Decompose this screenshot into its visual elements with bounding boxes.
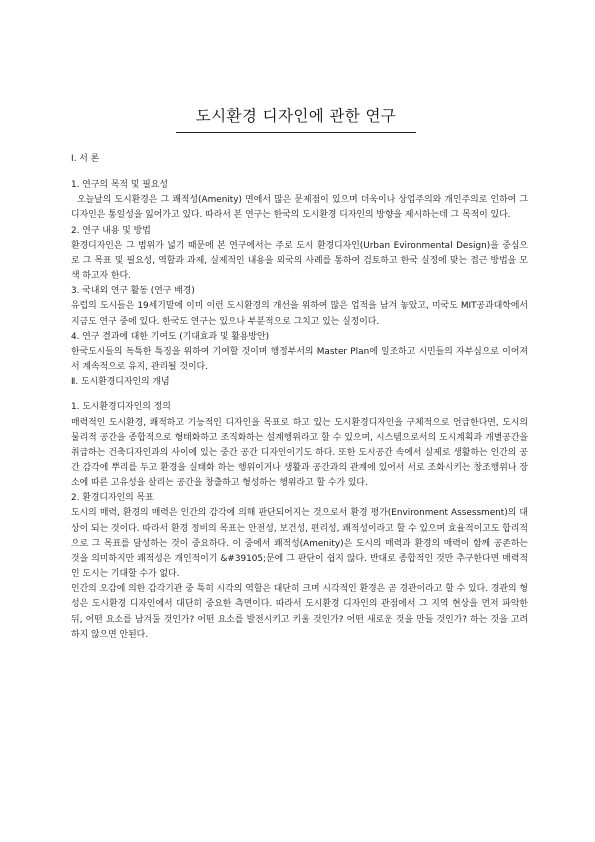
section-heading-concept: Ⅱ. 도시환경디자인의 개념 <box>71 377 170 388</box>
subsection-purpose <box>71 178 528 223</box>
subsection-goal <box>71 491 528 643</box>
subsection-background <box>71 284 528 329</box>
subsection-heading: 2. 환경디자인의 목표 <box>71 493 154 504</box>
title-block <box>176 100 416 133</box>
subsection-contribution <box>71 330 528 375</box>
paragraph: 인간의 오감에 의한 감각기관 중 특히 시각의 역할은 대단히 크며 시각적인 환경은 곧 경관이라고 할 수 있다. 경관의 형성은 도시환경 디자인에서 대단히 중요한 측면이다. 따라서 도시환경 디자인의 관점에서 그 지역 현상을 먼저 파악한 뒤, 어떤 요소를 남겨둘 것인가? 어떤 요소를 발전시키고 키울 것인가? 어떤 새로운 것을 만들 것인가? 하는 것을 고려하지 않으면 안된다. <box>71 584 528 640</box>
section-heading-introduction: Ⅰ. 서 론 <box>71 154 100 164</box>
document-title: 도시환경 디자인에 관한 연구 <box>195 107 397 125</box>
paragraph: 도시의 매력, 환경의 매력은 인간의 감각에 의해 판단되어지는 것으로서 환경 평가(Environment Assessment)의 대상이 되는 것이다. 따라서 환경 정비의 목표는 안전성, 보건성, 편리성, 쾌적성이라고 할 수 있으며 효율적이고도 합리적으로 그 목표를 달성하는 것이 중요하다. 이 중에서 쾌적성(Amenity)은 도시의 매력과 환경의 매력이 함께 공존하는 것을 의미하지만 쾌적성은 개인적이기 &#39105;문에 그 판단이 쉽지 않다. 반대로 종합적인 것만 추구한다면 매력적인 도시는 기대할 수가 없다. <box>71 508 528 580</box>
paragraph: 환경디자인은 그 범위가 넓기 때문에 본 연구에서는 주로 도시 환경디자인(Urban Evironmental Design)을 중심으로 그 목표 및 필요성, 역할과 과제, 실제적인 내용을 외국의 사례를 통하여 검토하고 한국 실정에 맞는 접근 방법을 모색 하고자 한다. <box>71 240 528 282</box>
subsection-heading: 1. 도시환경디자인의 정의 <box>71 402 171 413</box>
subsection-definition <box>71 400 528 491</box>
subsection-heading: 3. 국내외 연구 활동 (연구 배경) <box>71 286 195 297</box>
paragraph: 유럽의 도시들은 19세기말에 이미 이런 도시환경의 개선을 위하여 많은 업적을 남겨 놓았고, 미국도 MIT공과대학에서 지금도 연구 중에 있다. 한국도 연구는 있으나 부분적으로 그치고 있는 실정이다. <box>71 301 528 327</box>
paragraph: 매력적인 도시환경, 쾌적하고 기능적인 디자인을 목표로 하고 있는 도시환경디자인을 구체적으로 언급한다면, 도시의 물리적 공간을 종합적으로 형태화하고 조직화하는 설계행위라고 할 수 있으며, 시스템으로서의 도시계획과 개별공간을 취급하는 건축디자인과의 사이에 있는 중간 공간 디자인이기도 하다. 또한 도시공간 속에서 실제로 생활하는 인간의 공간 감각에 뿌리를 두고 환경을 실태화 하는 행위이거나 생활과 공간과의 관계에 있어서 서로 조화시키는 창조행위나 장소에 따른 고유성을 살리는 공간을 창출하고 형성하는 행위라고 할 수가 있다. <box>71 417 528 489</box>
paragraph: 한국도시들의 독특한 특징을 위하여 기여할 것이며 행정부서의 Master Plan에 일조하고 시민들의 자부심으로 이어져서 계속적으로 유지, 관리될 것이다. <box>71 346 528 373</box>
document-body <box>71 152 528 643</box>
subsection-heading: 1. 연구의 목적 및 필요성 <box>71 180 168 191</box>
subsection-heading: 4. 연구 결과에 대한 기여도 (기대효과 및 활용방안) <box>71 331 270 342</box>
subsection-heading: 2. 연구 내용 및 방법 <box>71 225 151 236</box>
paragraph: 오늘날의 도시환경은 그 쾌적성(Amenity) 면에서 많은 문제점이 있으며 더욱이나 상업주의와 개인주의로 인하여 그 디자인은 통일성을 잃어가고 있다. 따라서 본 연구는 한국의 도시환경 디자인의 방향을 제시하는데 그 목적이 있다. <box>71 195 528 221</box>
subsection-method <box>71 224 528 285</box>
